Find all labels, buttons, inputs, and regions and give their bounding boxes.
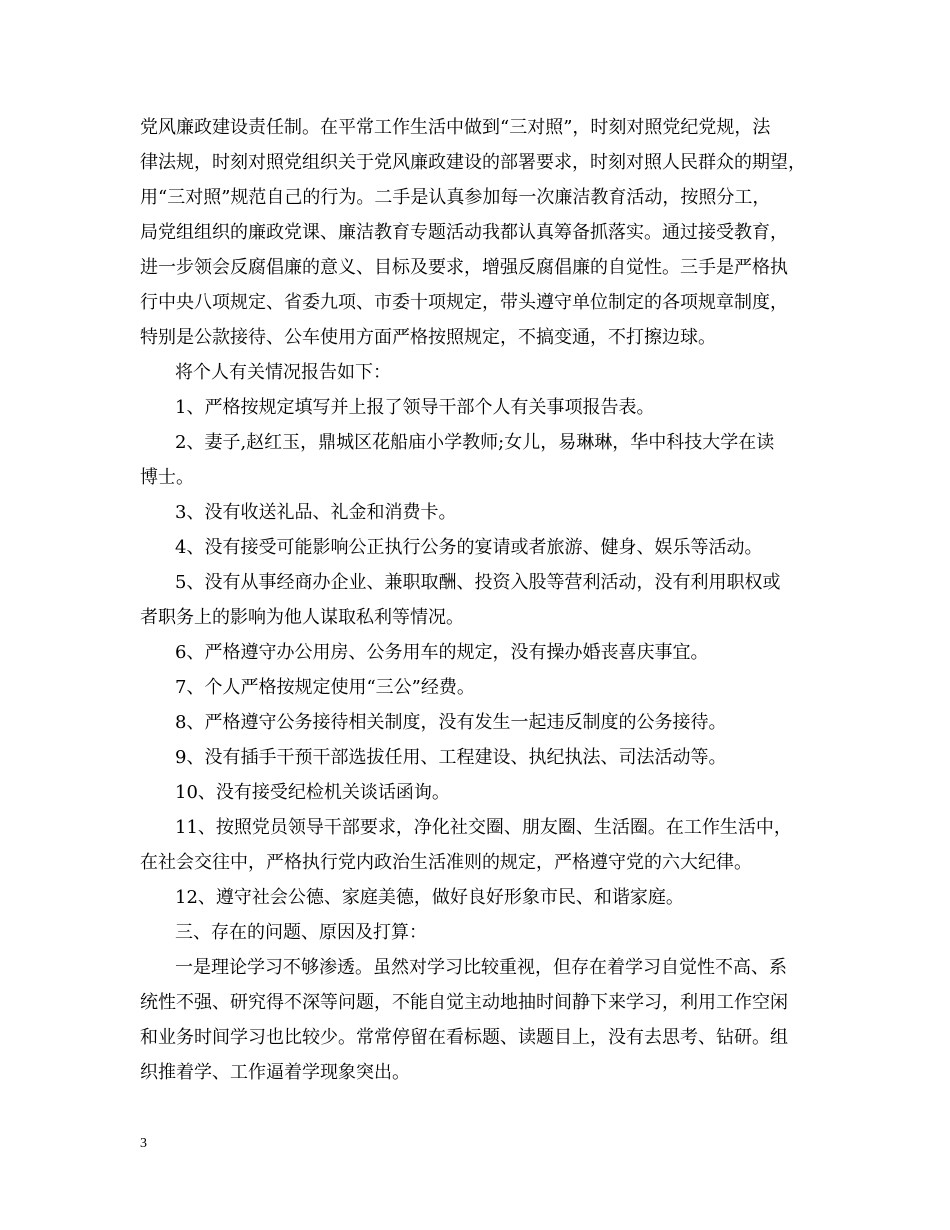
text-line-content: 2、妻子,赵红玉，鼎城区花船庙小学教师;女儿，易琳琳，华中科技大学在读 — [175, 432, 775, 453]
text-line — [0, 356, 950, 390]
text-line-content: 一是理论学习不够渗透。虽然对学习比较重视，但存在着学习自觉性不高、系 — [175, 957, 787, 978]
text-line — [0, 251, 950, 285]
text-line-content: 者职务上的影响为他人谋取私利等情况。 — [140, 607, 464, 628]
text-line — [0, 321, 950, 355]
text-line — [0, 181, 950, 215]
text-line-content: 9、没有插手干预干部选拔任用、工程建设、执纪执法、司法活动等。 — [175, 747, 727, 768]
text-line — [0, 986, 950, 1020]
text-line — [0, 531, 950, 565]
text-line-content: 12、遵守社会公德、家庭美德，做好良好形象市民、和谐家庭。 — [175, 887, 684, 908]
text-line-content: 8、严格遵守公务接待相关制度，没有发生一起违反制度的公务接待。 — [175, 712, 727, 733]
text-line-content: 4、没有接受可能影响公正执行公务的宴请或者旅游、健身、娱乐等活动。 — [175, 537, 763, 558]
text-line-content: 7、个人严格按规定使用“三公”经费。 — [175, 677, 475, 698]
text-line — [0, 741, 950, 775]
text-line-content: 6、严格遵守办公用房、公务用车的规定，没有操办婚丧喜庆事宜。 — [175, 642, 709, 663]
text-line — [0, 636, 950, 670]
text-line — [0, 881, 950, 915]
text-line-content: 三、存在的问题、原因及打算： — [175, 922, 427, 943]
text-line — [0, 146, 950, 180]
text-line-content: 将个人有关情况报告如下： — [175, 362, 391, 383]
text-line — [0, 111, 950, 145]
text-line-content: 党风廉政建设责任制。在平常工作生活中做到“三对照”，时刻对照党纪党规，法 — [140, 117, 771, 138]
text-line — [0, 951, 950, 985]
text-line — [0, 846, 950, 880]
text-line — [0, 496, 950, 530]
text-line-content: 和业务时间学习也比较少。常常停留在看标题、读题目上，没有去思考、钻研。组 — [140, 1027, 788, 1048]
text-line — [0, 811, 950, 845]
text-line — [0, 706, 950, 740]
text-line-content: 统性不强、研究得不深等问题，不能自觉主动地抽时间静下来学习，利用工作空闲 — [140, 992, 788, 1013]
text-line-content: 3、没有收送礼品、礼金和消费卡。 — [175, 502, 457, 523]
text-line — [0, 671, 950, 705]
text-line — [0, 1021, 950, 1055]
page-number: 3 — [140, 1136, 147, 1151]
text-line-content: 博士。 — [140, 467, 194, 488]
text-line — [0, 916, 950, 950]
text-line-content: 1、严格按规定填写并上报了领导干部个人有关事项报告表。 — [175, 397, 655, 418]
text-line — [0, 391, 950, 425]
text-line-content: 局党组组织的廉政党课、廉洁教育专题活动我都认真筹备抓落实。通过接受教育， — [140, 222, 788, 243]
text-line-content: 特别是公款接待、公车使用方面严格按照规定，不搞变通，不打擦边球。 — [140, 327, 716, 348]
text-line-content: 5、没有从事经商办企业、兼职取酬、投资入股等营利活动，没有利用职权或 — [175, 572, 781, 593]
text-line — [0, 426, 950, 460]
text-line-content: 织推着学、工作逼着学现象突出。 — [140, 1062, 410, 1083]
text-line-content: 10、没有接受纪检机关谈话函询。 — [175, 782, 450, 803]
text-line-content: 用“三对照”规范自己的行为。二手是认真参加每一次廉洁教育活动，按照分工， — [140, 187, 771, 208]
text-line — [0, 461, 950, 495]
text-line — [0, 286, 950, 320]
text-line — [0, 1056, 950, 1090]
text-line-content: 行中央八项规定、省委九项、市委十项规定，带头遵守单位制定的各项规章制度， — [140, 292, 788, 313]
text-line — [0, 566, 950, 600]
text-line-content: 在社会交往中，严格执行党内政治生活准则的规定，严格遵守党的六大纪律。 — [140, 852, 752, 873]
text-line — [0, 601, 950, 635]
text-line — [0, 216, 950, 250]
text-line-content: 律法规，时刻对照党组织关于党风廉政建设的部署要求，时刻对照人民群众的期望， — [140, 152, 806, 173]
text-line-content: 进一步领会反腐倡廉的意义、目标及要求，增强反腐倡廉的自觉性。三手是严格执 — [140, 257, 788, 278]
text-line-content: 11、按照党员领导干部要求，净化社交圈、朋友圈、生活圈。在工作生活中， — [175, 817, 792, 838]
text-line — [0, 776, 950, 810]
